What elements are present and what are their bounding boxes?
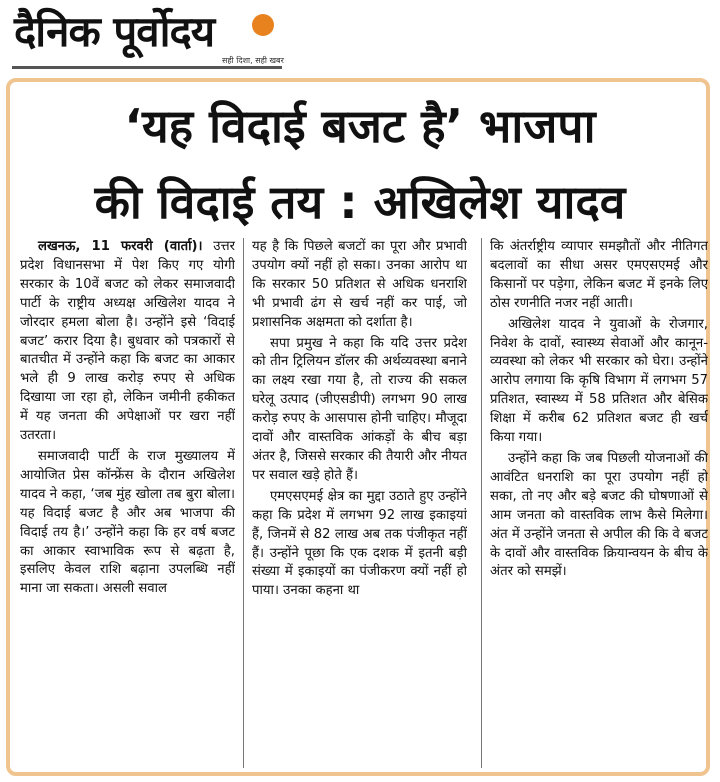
article-paragraph: एमएसएमई क्षेत्र का मुद्दा उठाते हुए उन्होंने कहा कि प्रदेश में लगभग 92 लाख इकाइयां हैं, जिनमें से 82 लाख अब तक पंजीकृत नहीं हैं। उन्होंने पूछा कि एक दशक में इतनी बड़ी संख्या में इकाइयों का पंजीकरण क्यों नहीं हो पाया। उनका कहना था [252,488,467,599]
newspaper-logo: दैनिक पूर्वोदय [14,7,215,56]
article-paragraph: समाजवादी पार्टी के राज मुख्यालय में आयोजित प्रेस कॉन्फ्रेंस के दौरान अखिलेश यादव ने कहा, ‘जब मुंह खोला तब बुरा बोला। यह विदाई बजट है और अब भाजपा की विदाई तय है।’ उन्होंने कहा कि हर वर्ष बजट का आकार स्वाभाविक रूप से बढ़ता है, इसलिए केवल राशि बढ़ाना उपलब्धि नहीं माना जा सकता। असली सवाल [20,448,235,597]
article-paragraph: यह है कि पिछले बजटों का पूरा और प्रभावी उपयोग क्यों नहीं हो सका। उनका आरोप था कि सरकार 50 प्रतिशत से अधिक धनराशि भी प्रभावी ढंग से खर्च नहीं कर पाई, जो प्रशासनिक अक्षमता को दर्शाता है। [252,239,467,330]
article-column-3 [490,238,708,770]
headline-line-1: ‘यह विदाई बजट है’ भाजपा [124,99,596,153]
article-paragraph: सपा प्रमुख ने कहा कि यदि उत्तर प्रदेश को तीन ट्रिलियन डॉलर की अर्थव्यवस्था बनाने का लक्ष्य रखा गया है, तो राज्य की सकल घरेलू उत्पाद (जीएसडीपी) लगभग 90 लाख करोड़ रुपए के आसपास होनी चाहिए। मौजूदा दावों और वास्तविक आंकड़ों के बीच बड़ा अंतर है, जिससे सरकार की तैयारी और नीयत पर सवाल खड़े होते हैं। [252,335,467,483]
masthead-rule [12,66,282,69]
article-paragraph: अखिलेश यादव ने युवाओं के रोजगार, निवेश के दावों, स्वास्थ्य सेवाओं और कानून-व्यवस्था को लेकर भी सरकार को घेरा। उन्होंने आरोप लगाया कि कृषि विभाग में लगभग 57 प्रतिशत, स्वास्थ्य में 58 प्रतिशत और बेसिक शिक्षा में करीब 62 प्रतिशत बजट ही खर्च किया गया। [490,316,708,446]
dateline: लखनऊ, 11 फरवरी (वार्ता)। [38,239,203,254]
column-divider [481,238,482,768]
headline-line-2: की विदाई तय : अखिलेश यादव [94,175,626,229]
logo-accent-dot [252,14,274,36]
masthead [0,0,720,76]
article-paragraph: उन्होंने कहा कि जब पिछली योजनाओं की आवंटित धनराशि का पूरा उपयोग नहीं हो सका, तो नए और बड़े बजट की घोषणाओं से आम जनता को वास्तविक लाभ कैसे मिलेगा। अंत में उन्होंने जनता से अपील की कि वे बजट के दावों और वास्तविक क्रियान्वयन के बीच के अंतर को समझें। [490,450,708,580]
paragraph-text: उत्तर प्रदेश विधानसभा में पेश किए गए योगी सरकार के 10वें बजट को लेकर समाजवादी पार्टी के राष्ट्रीय अध्यक्ष अखिलेश यादव ने जोरदार हमला बोला है। उन्होंने इसे ‘विदाई बजट’ करार दिया है। बुधवार को पत्रकारों से बातचीत में उन्होंने कहा कि बजट का आकार भले ही 9 लाख करोड़ रुपए से अधिक दिखाया जा रहा हो, लेकिन जमीनी हकीकत में यह जनता की अपेक्षाओं पर खरा नहीं उतरता। [20,239,235,444]
article-paragraph [20,238,235,446]
column-divider [243,238,244,768]
tagline: सही दिशा, सही खबर [222,56,284,65]
article-paragraph: कि अंतर्राष्ट्रीय व्यापार समझौतों और नीतिगत बदलावों का सीधा असर एमएसएमई और किसानों पर पड़ेगा, लेकिन बजट में इनके लिए ठोस रणनीति नजर नहीं आती। [490,239,708,311]
article-column-2 [252,238,467,770]
article-column-1 [20,238,235,770]
